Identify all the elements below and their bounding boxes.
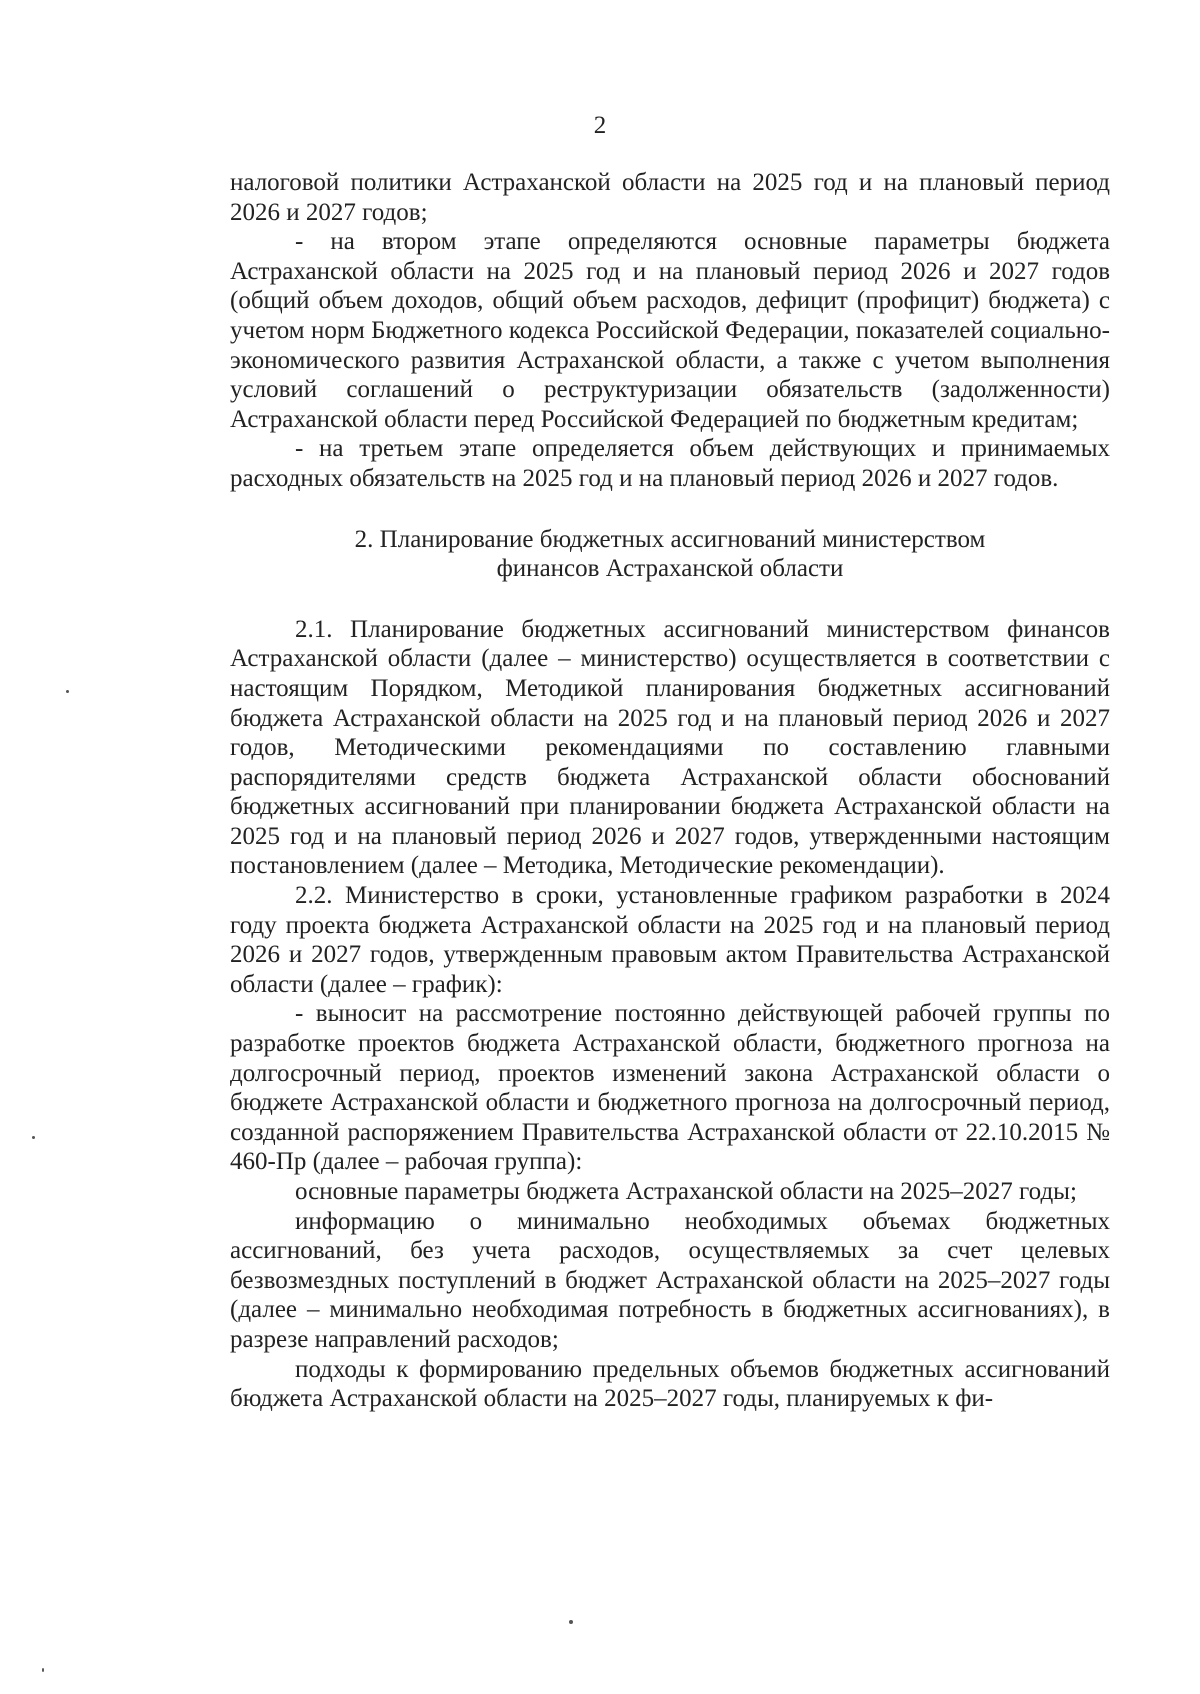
paragraph: налоговой политики Астраханской области на 2025 год и на плановый период 2026 и 2027 годов; [230, 169, 1110, 226]
paragraph: - выносит на рассмотрение постоянно действующей рабочей группы по разработке проектов бюджета Астраханской области, бюджетного прогноза на долгосрочный период, проектов изменений закона Астраханской области о бюджете Астраханской области и бюджетного прогноза на долгосрочный период, созданной распоряжением Правительства Астраханской области от 22.10.2015 № 460-Пр (далее – рабочая группа): [230, 1000, 1110, 1176]
scan-speck [42, 1668, 44, 1672]
section-heading-line: 2. Планирование бюджетных ассигнований министерством [354, 525, 986, 553]
paragraph: основные параметры бюджета Астраханской области на 2025–2027 годы; [295, 1178, 1077, 1205]
paragraph: подходы к формированию предельных объемов бюджетных ассигнований бюджета Астраханской области на 2025–2027 годы, планируемых к фи- [230, 1355, 1110, 1413]
paragraph: - на втором этапе определяются основные параметры бюджета Астраханской области на 2025 год и на плановый период 2026 и 2027 годов (общий объем доходов, общий объем расходов, дефицит (профицит) бюджета) с учетом норм Бюджетного кодекса Российской Федерации, показателей социально-экономического развития Астраханской области, а также с учетом выполнения условий соглашений о реструктуризации обязательств (задолженности) Астраханской области перед Российской Федерацией по бюджетным кредитам; [230, 228, 1110, 433]
paragraph: информацию о минимально необходимых объемах бюджетных ассигнований, без учета расходов, осуществляемых за счет целевых безвозмездных поступлений в бюджет Астраханской области на 2025–2027 годы (далее – минимально необходимая потребность в бюджетных ассигнованиях), в разрезе направлений расходов; [230, 1207, 1110, 1353]
page-number: 2 [593, 112, 607, 139]
section-heading-line: финансов Астраханской области [496, 555, 844, 583]
scan-speck [66, 690, 69, 693]
paragraph: - на третьем этапе определяется объем действующих и принимаемых расходных обязательств на 2025 год и на плановый период 2026 и 2027 годов. [230, 435, 1110, 492]
document-body [230, 168, 1110, 1414]
section-heading [230, 525, 1110, 584]
paragraph: 2.1. Планирование бюджетных ассигнований министерством финансов Астраханской области (далее – министерство) осуществляется в соответствии с настоящим Порядком, Методикой планирования бюджетных ассигнований бюджета Астраханской области на 2025 год и на плановый период 2026 и 2027 годов, Методическими рекомендациями по составлению главными распорядителями средств бюджета Астраханской области обоснований бюджетных ассигнований при планировании бюджета Астраханской области на 2025 год и на плановый период 2026 и 2027 годов, утвержденными настоящим постановлением (далее – Методика, Методические рекомендации). [230, 615, 1110, 880]
paragraph: 2.2. Министерство в сроки, установленные графиком разработки в 2024 году проекта бюджета Астраханской области на 2025 год и на плановый период 2026 и 2027 годов, утвержденным правовым актом Правительства Астраханской области (далее – график): [230, 882, 1110, 998]
scan-speck [32, 1136, 35, 1139]
scan-speck [569, 1620, 573, 1624]
